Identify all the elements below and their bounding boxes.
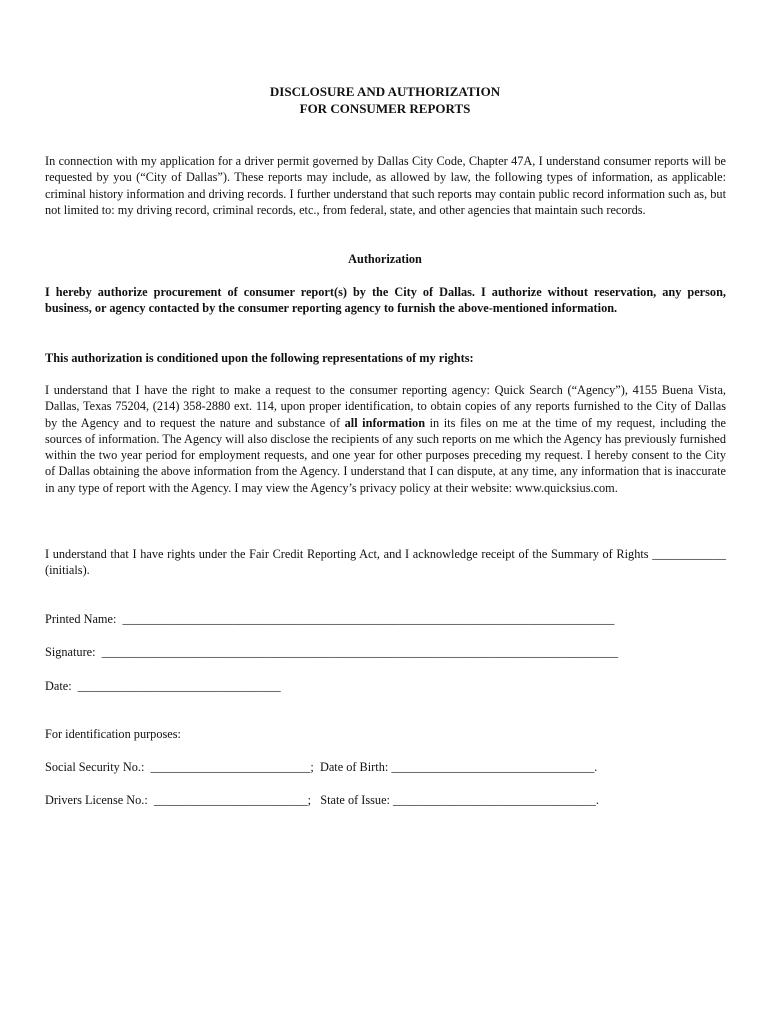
intro-paragraph: In connection with my application for a driver permit governed by Dallas City Code, Chapter 47A, I understand consumer reports will be requested by you (“City of Dallas”). These reports may include, as allowed by law, the following types of information, as applicable: criminal history information and driving records. I further understand that such reports may contain public record information such as, but not limited to: my driving record, criminal records, etc., from federal, state, and other agencies that maintain such records. (45, 154, 726, 217)
title-line-1: DISCLOSURE AND AUTHORIZATION (269, 84, 501, 99)
rights-text-part-1: I understand that I have the right to make a request to the consumer reporting agency: Quick Search (“Agency”), 4155 Buena Vista, Dallas, Texas 75204, (214) 358-2880 ext. 114, upon proper identification, to obtain copies of any reports furnished to the City of Dallas by the Agency and to request the nature and substance of (45, 383, 726, 430)
fcra-paragraph: I understand that I have rights under the Fair Credit Reporting Act, and I acknowledge receipt of the Summary of Rights ____________ (initials). (45, 547, 726, 578)
identification-heading: For identification purposes: (45, 727, 181, 741)
rights-text-bold: all information (344, 415, 426, 430)
printed-name-field[interactable]: Printed Name: ________________________________________________________________________________ (45, 612, 615, 626)
rights-text-part-2: in its files on me at the time of my request, including the sources of information. The Agency will also disclose the recipients of any such reports on me which the Agency has previously furnished within the two year period for employment requests, and one year for other purposes preceding my request. I hereby consent to the City of Dallas obtaining the above information from the Agency. I understand that I can dispute, at any time, any information that is inaccurate in any type of report with the Agency. I may view the Agency’s privacy policy at their website: www.quicksius.com. (45, 415, 727, 495)
signature-field[interactable]: Signature: ____________________________________________________________________________________ (45, 645, 619, 659)
authorization-heading: Authorization (348, 252, 422, 266)
title-line-2: FOR CONSUMER REPORTS (299, 101, 471, 116)
document-title (0, 83, 770, 117)
rights-paragraph (45, 382, 726, 496)
drivers-license-state-field[interactable]: Drivers License No.: _________________________; State of Issue: _________________________________. (45, 793, 599, 807)
authorization-paragraph: I hereby authorize procurement of consumer report(s) by the City of Dallas. I authorize without reservation, any person, business, or agency contacted by the consumer reporting agency to furnish the above-mentioned information. (45, 285, 726, 316)
ssn-dob-field[interactable]: Social Security No.: __________________________; Date of Birth: _________________________________. (45, 760, 598, 774)
conditioned-heading: This authorization is conditioned upon the following representations of my rights: (45, 351, 474, 365)
date-field[interactable]: Date: _________________________________ (45, 679, 281, 693)
